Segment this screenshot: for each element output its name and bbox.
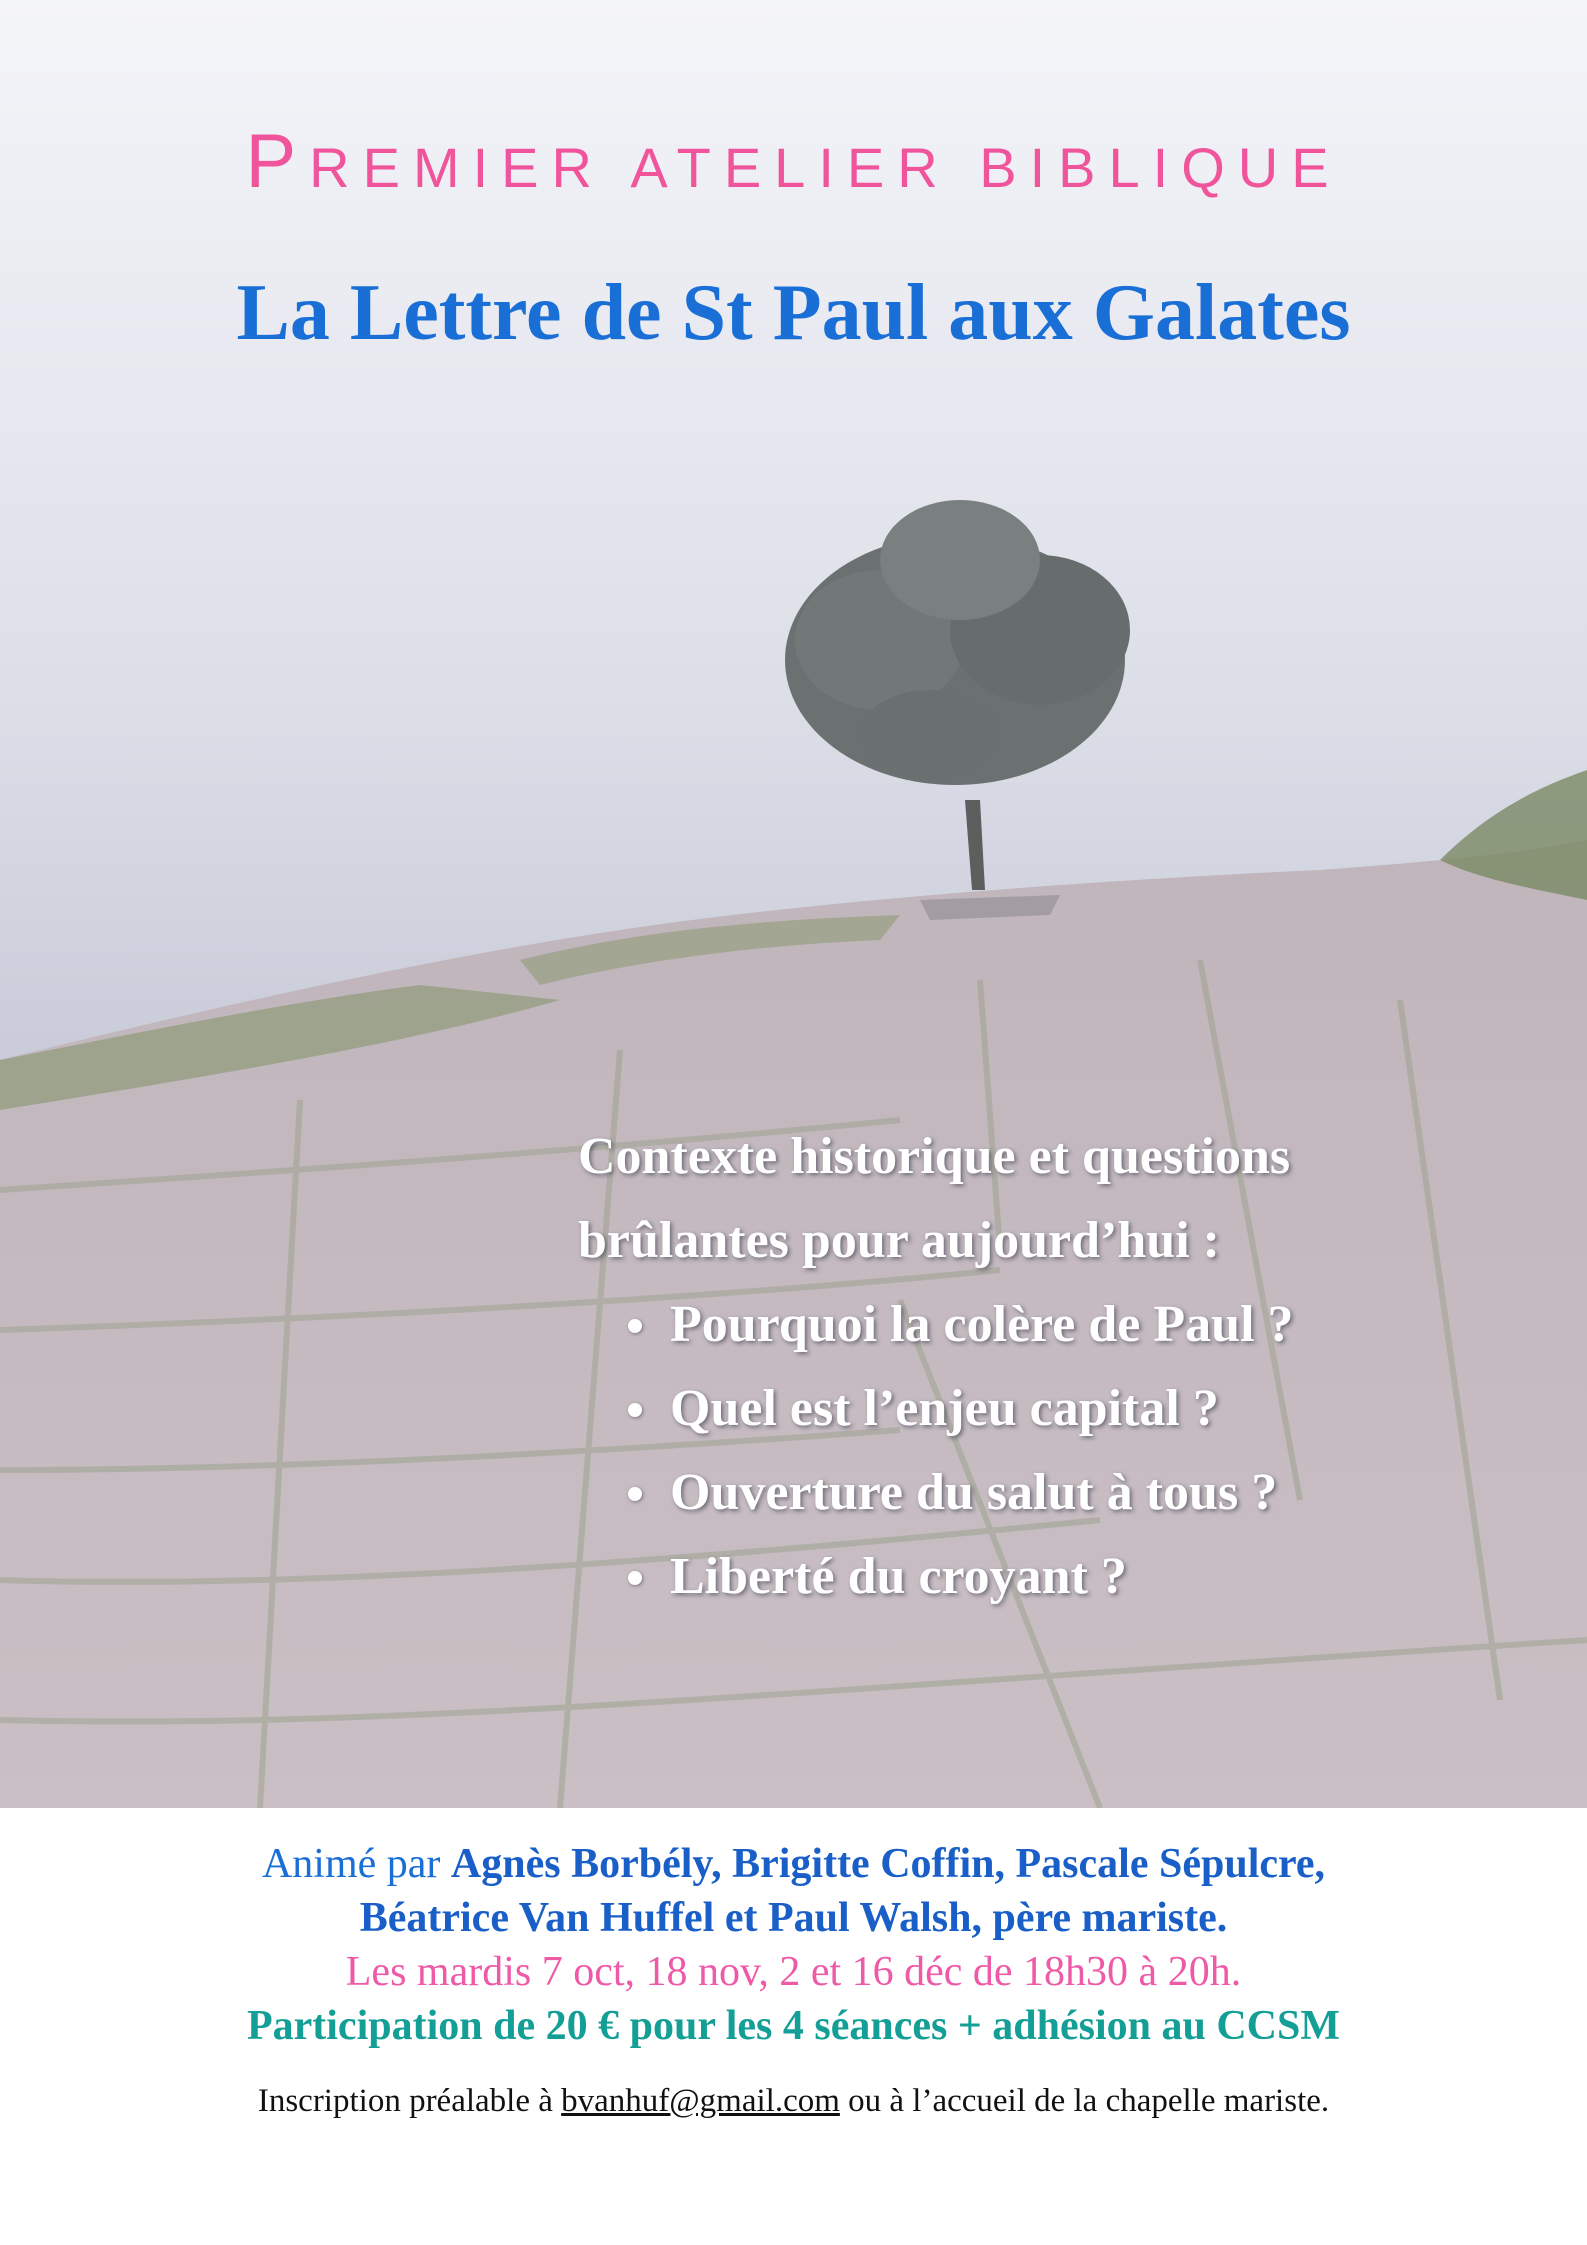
inscription-suffix: ou à l’accueil de la chapelle mariste. (839, 2083, 1330, 2119)
email-link[interactable]: bvanhuf@gmail.com (561, 2083, 840, 2119)
question-text: Pourquoi la colère de Paul ? (670, 1296, 1294, 1353)
question-list (622, 1283, 1522, 1619)
page-title: La Lettre de St Paul aux Galates (236, 269, 1351, 357)
bullet-dot-icon (628, 1403, 642, 1417)
question-item (622, 1367, 1522, 1451)
question-text: Quel est l’enjeu capital ? (670, 1380, 1219, 1437)
supertitle-rest: REMIER ATELIER BIBLIQUE (309, 136, 1342, 199)
supertitle-initial: P (245, 119, 310, 204)
bullet-dot-icon (628, 1571, 642, 1585)
intro-text (578, 1115, 1528, 1283)
supertitle (0, 118, 1587, 205)
question-text: Ouverture du salut à tous ? (670, 1464, 1278, 1521)
bullet-dot-icon (628, 1319, 642, 1333)
intro-line-1: Contexte historique et questions (578, 1128, 1291, 1185)
inscription-prefix: Inscription préalable à (257, 2083, 562, 2119)
question-item (622, 1535, 1522, 1619)
question-item (622, 1451, 1522, 1535)
animators-line-2: Béatrice Van Huffel et Paul Walsh, père mariste. (359, 1895, 1228, 1941)
session-dates: Les mardis 7 oct, 18 nov, 2 et 16 déc de 18h30 à 20h. (345, 1949, 1242, 1995)
question-text: Liberté du croyant ? (670, 1548, 1127, 1605)
inscription-line (0, 2083, 1587, 2120)
bullet-dot-icon (628, 1487, 642, 1501)
animators-names-1: Agnès Borbély, Brigitte Coffin, Pascale Sépulcre, (450, 1841, 1326, 1887)
animators-line-1 (0, 1840, 1587, 1888)
participation-price: Participation de 20 € pour les 4 séances + adhésion au CCSM (246, 2003, 1341, 2049)
question-item (622, 1283, 1522, 1367)
animated-prefix: Animé par (261, 1841, 451, 1887)
footer-info (0, 1808, 1587, 2245)
intro-line-2: brûlantes pour aujourd’hui : (578, 1212, 1220, 1269)
